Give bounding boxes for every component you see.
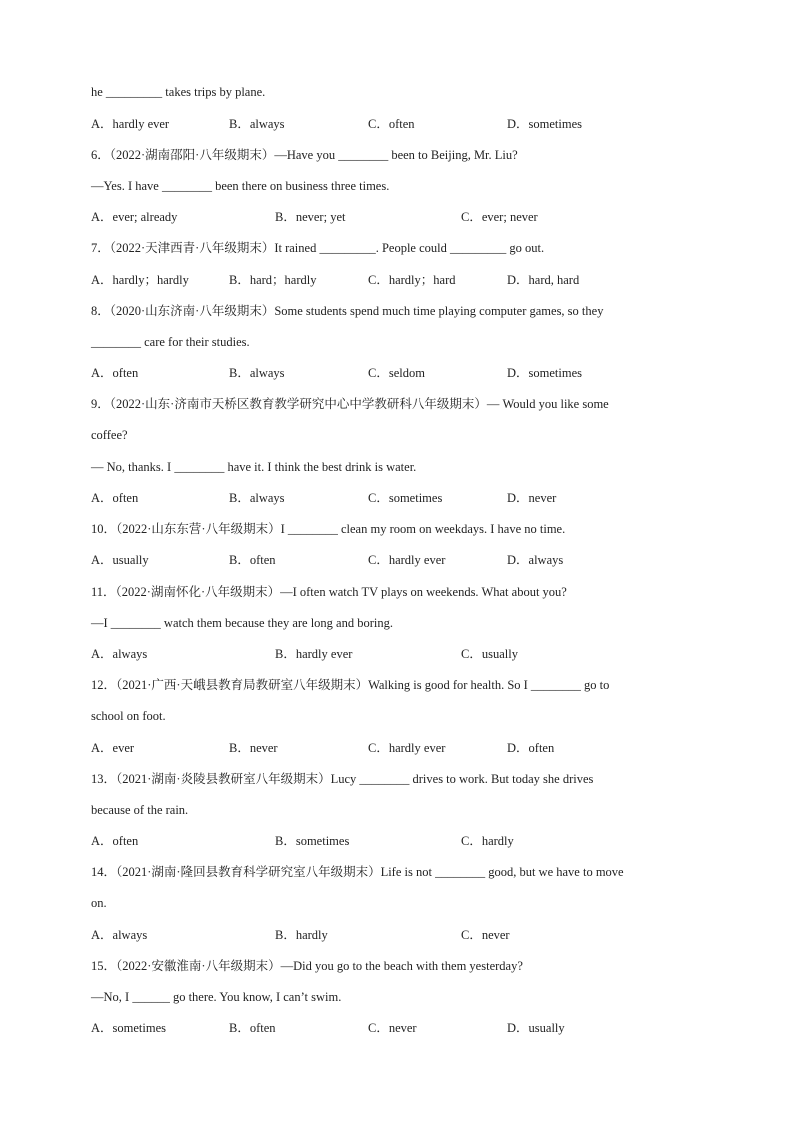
question-11-stem: 11．（2022·湖南怀化·八年级期末）—I often watch TV plays on weekends. What about you? — [91, 585, 567, 599]
question-13-stem-cont: because of the rain. — [91, 803, 189, 817]
question-11-stem-reply: —I ________ watch them because they are long and boring. — [91, 616, 393, 630]
question-9-stem: 9．（2022·山东·济南市天桥区教育教学研究中心中学教研科八年级期末）— Would you like some — [91, 397, 609, 411]
question-6-stem-reply: —Yes. I have ________ been there on business three times. — [91, 179, 390, 193]
option-d: D．sometimes — [507, 366, 582, 380]
question-6-stem: 6．（2022·湖南邵阳·八年级期末）—Have you ________ been to Beijing, Mr. Liu? — [91, 148, 518, 162]
option-c: C．hardly ever — [368, 741, 446, 755]
option-d: D．often — [507, 741, 555, 755]
question-8-stem: 8．（2020·山东济南·八年级期末）Some students spend much time playing computer games, so they — [91, 304, 604, 318]
option-a: A．often — [91, 366, 139, 380]
option-c: C．never — [461, 928, 510, 942]
option-d: D．usually — [507, 1021, 565, 1035]
option-c: C．hardly；hard — [368, 273, 456, 287]
option-b: B．always — [229, 491, 285, 505]
option-a: A．often — [91, 491, 139, 505]
question-9-stem-reply: — No, thanks. I ________ have it. I think the best drink is water. — [91, 460, 417, 474]
option-c: C．usually — [461, 647, 518, 661]
question-14-stem: 14．（2021·湖南·隆回县教育科学研究室八年级期末）Life is not ________ good, but we have to move — [91, 865, 624, 879]
option-a: A．ever — [91, 741, 135, 755]
question-15-stem: 15．（2022·安徽淮南·八年级期末）—Did you go to the beach with them yesterday? — [91, 959, 523, 973]
option-c: C．never — [368, 1021, 417, 1035]
option-d: D．never — [507, 491, 557, 505]
question-7-stem: 7．（2022·天津西青·八年级期末）It rained _________. People could _________ go out. — [91, 241, 545, 255]
option-b: B．hardly — [275, 928, 328, 942]
option-c: C．sometimes — [368, 491, 443, 505]
option-d: D．hard, hard — [507, 273, 580, 287]
option-b: B．often — [229, 1021, 276, 1035]
option-a: A．often — [91, 834, 139, 848]
question-13-stem: 13．（2021·湖南·炎陵县教研室八年级期末）Lucy ________ drives to work. But today she drives — [91, 772, 594, 786]
option-a: A．usually — [91, 553, 149, 567]
question-14-stem-cont: on. — [91, 896, 107, 910]
option-c: C．seldom — [368, 366, 425, 380]
question-9-stem-cont: coffee? — [91, 428, 128, 442]
option-c: C．often — [368, 117, 415, 131]
option-c: C．ever; never — [461, 210, 538, 224]
option-a: A．sometimes — [91, 1021, 166, 1035]
option-a: A．hardly；hardly — [91, 273, 189, 287]
option-a: A．ever; already — [91, 210, 178, 224]
option-a: A．always — [91, 647, 148, 661]
question-10-stem: 10．（2022·山东东营·八年级期末）I ________ clean my room on weekdays. I have no time. — [91, 522, 566, 536]
question-15-stem-reply: —No, I ______ go there. You know, I can’t swim. — [91, 990, 342, 1004]
option-d: D．always — [507, 553, 564, 567]
option-b: B．sometimes — [275, 834, 350, 848]
question-12-stem: 12．（2021·广西·天峨县教育局教研室八年级期末）Walking is good for health. So I ________ go to — [91, 678, 610, 692]
option-b: B．never — [229, 741, 278, 755]
option-b: B．never; yet — [275, 210, 346, 224]
option-b: B．hard；hardly — [229, 273, 317, 287]
option-a: A．always — [91, 928, 148, 942]
question-8-stem-cont: ________ care for their studies. — [91, 335, 250, 349]
option-d: D．sometimes — [507, 117, 582, 131]
option-b: B．always — [229, 366, 285, 380]
question-12-stem-cont: school on foot. — [91, 709, 166, 723]
option-b: B．often — [229, 553, 276, 567]
option-a: A．hardly ever — [91, 117, 170, 131]
option-b: B．always — [229, 117, 285, 131]
option-c: C．hardly — [461, 834, 514, 848]
question-5-stem-end: he _________ takes trips by plane. — [91, 85, 266, 99]
option-b: B．hardly ever — [275, 647, 353, 661]
option-c: C．hardly ever — [368, 553, 446, 567]
